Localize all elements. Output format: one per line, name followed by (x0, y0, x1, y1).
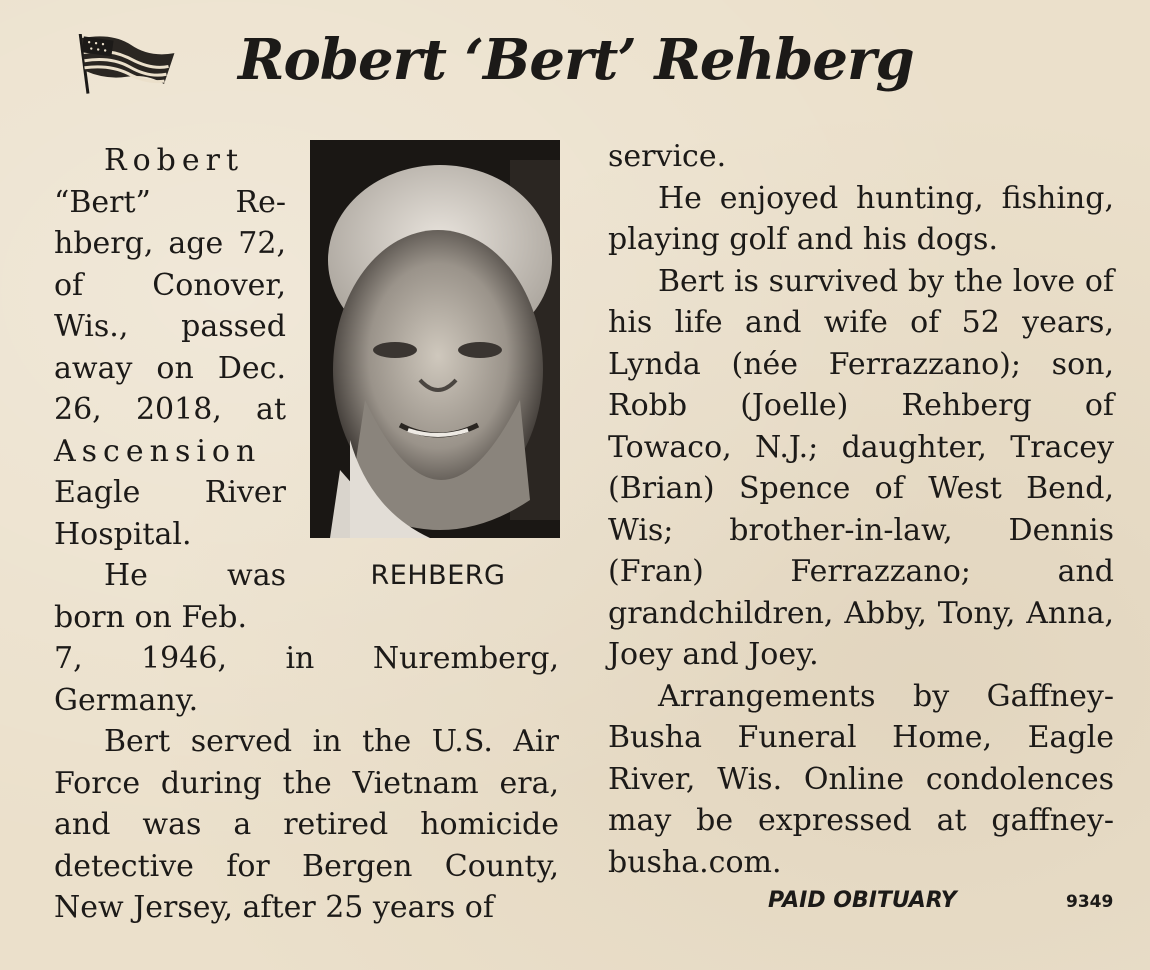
intro-line: Ascension (54, 433, 262, 469)
service-continuation: service. (608, 139, 727, 174)
american-flag-icon (68, 34, 176, 100)
photo-caption: REHBERG (370, 560, 506, 591)
intro-line: Hospital. (54, 516, 192, 552)
intro-line: Wis., passed (54, 309, 286, 344)
ad-number: 9349 (1066, 892, 1114, 912)
service-paragraph: Bert served in the U.S. Air Force during the Vietnam era, and was a retired homicide detective for Bergen County, New Jersey, after 25 years of (54, 724, 559, 925)
survivors-paragraph: Bert is survived by the love of his life and wife of 52 years, Lynda (née Ferrazzano); son, Robb (Joelle) Rehberg of Towaco, N.J.; daughter, Tracey (Brian) Spence of West Bend, Wis; brother-in-law, Dennis (Fran) Ferrazzano; and grandchildren, Abby, Tony, Anna, Joey and Joey. (608, 263, 1114, 672)
intro-paragraph (54, 140, 286, 555)
left-column-text (54, 555, 559, 929)
intro-line: away on Dec. (54, 350, 286, 386)
intro-line: 26, 2018, at (54, 392, 286, 427)
born-paragraph-rest: 7, 1946, in Nuremberg, Germany. (54, 641, 559, 718)
portrait-photo (310, 140, 560, 538)
right-column-text (608, 136, 1114, 883)
born-line: He was (104, 558, 286, 593)
intro-line: “Bert” Re- (54, 184, 286, 220)
obituary-title: Robert ‘Bert’ Rehberg (238, 27, 914, 93)
born-line: born on Feb. (54, 599, 248, 635)
paid-obituary-label: PAID OBITUARY (768, 888, 957, 913)
intro-line: Eagle River (54, 475, 286, 510)
intro-line: hberg, age 72, (54, 226, 286, 261)
born-lines (54, 555, 286, 638)
hobbies-paragraph: He enjoyed hunting, fishing, playing golf and his dogs. (608, 180, 1114, 257)
arrangements-paragraph: Arrangements by Gaffney-Busha Funeral Home, Eagle River, Wis. Online condolences may be expressed at gaffney-busha.com. (608, 678, 1114, 880)
intro-line: of Conover, (54, 267, 286, 303)
intro-line: Robert (104, 143, 245, 178)
